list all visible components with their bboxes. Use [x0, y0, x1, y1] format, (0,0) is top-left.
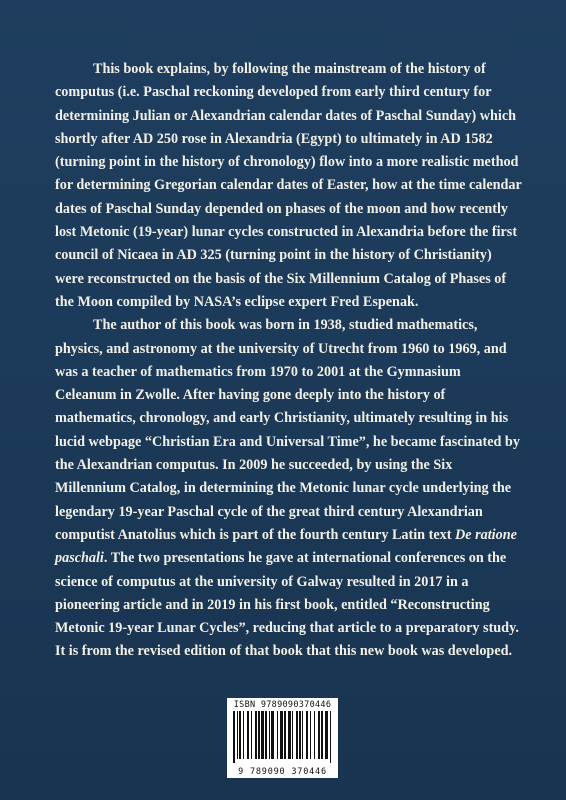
barcode-bar [330, 711, 331, 763]
barcode-bar [318, 711, 320, 759]
barcode-bar [269, 711, 270, 759]
paragraph-2-text: The author of this book was born in 1938, studied mathematics, physics, and astronomy at the university of Utrecht from 1960 to 1969, and was a teacher of mathematics from 1970 to 2001 at the Gymnasium Celeanum in Zwolle. After having gone deeply into the history of mathematics, chronology, and early Christianity, ultimately resulting in his lucid webpage “Christian Era and Universal Time”, he became fascinated by the Alexandrian computus. In 2009 he succeeded, by using the Six Millennium Catalog, in determining the Metonic lunar cycle underlying the legendary 19-year Paschal cycle of the great third century Alexandrian computist Anatolius which is part of the fourth century Latin text [55, 317, 520, 543]
blurb-paragraph-1: This book explains, by following the mainstream of the history of computus (i.e. Paschal reckoning developed from early third century for determining Julian or Alexandrian calendar dates of Paschal Sunday) which shortly after AD 250 rose in Alexandria (Egypt) to ultimately in AD 1582 (turning point in the history of chronology) flow into a more realistic method for determining Gregorian calendar dates of Easter, how at the time calendar dates of Paschal Sunday depended on phases of the moon and how recently lost Metonic (19-year) lunar cycles constructed in Alexandria before the first council of Nicaea in AD 325 (turning point in the history of Christianity) were reconstructed on the basis of the Six Millennium Catalog of Phases of the Moon compiled by NASA’s eclipse expert Fred Espenak. [55, 61, 522, 310]
isbn-digits: 9 789090 370446 [238, 767, 327, 777]
paragraph-2-text-end: . The two presentations he gave at international conferences on the science of computus at the university of Galway resulted in 2017 in a pioneering article and in 2019 in his first book, entitled “Reconstructing Metonic 19-year Lunar Cycles”, reducing that article to a preparatory study. It is from the revised edition of that book that this new book was developed. [55, 550, 519, 660]
barcode-bar [288, 711, 291, 759]
barcode-bar [306, 711, 308, 759]
barcode-bar [243, 711, 244, 759]
barcode-bar [292, 711, 293, 759]
barcode-bar [271, 711, 274, 759]
barcode-bar [261, 711, 264, 759]
isbn-label: ISBN 9789090370446 [233, 700, 332, 710]
barcode-bar [265, 711, 267, 759]
barcode-bar [314, 711, 315, 759]
barcode-bar [239, 711, 241, 759]
barcode-bar [258, 711, 260, 759]
back-cover-blurb [55, 58, 523, 664]
barcode-bar [321, 711, 323, 759]
barcode-bar [280, 711, 283, 759]
barcode-bar [237, 711, 238, 759]
barcode-bar [296, 711, 298, 759]
barcode-bar [299, 711, 301, 759]
barcode-bars [232, 711, 333, 763]
barcode-bar [247, 711, 249, 759]
barcode-bar [302, 711, 303, 759]
barcode-bar [233, 711, 235, 763]
barcode-bar [251, 711, 252, 759]
latin-title: De ratione paschali [55, 526, 517, 567]
barcode-bar [284, 711, 286, 759]
barcode-bar [325, 711, 328, 759]
barcode-bar [310, 711, 311, 759]
blurb-paragraph-2 [55, 314, 523, 663]
barcode-bar [277, 711, 278, 759]
isbn-barcode [227, 698, 338, 778]
barcode-bar [255, 711, 257, 759]
